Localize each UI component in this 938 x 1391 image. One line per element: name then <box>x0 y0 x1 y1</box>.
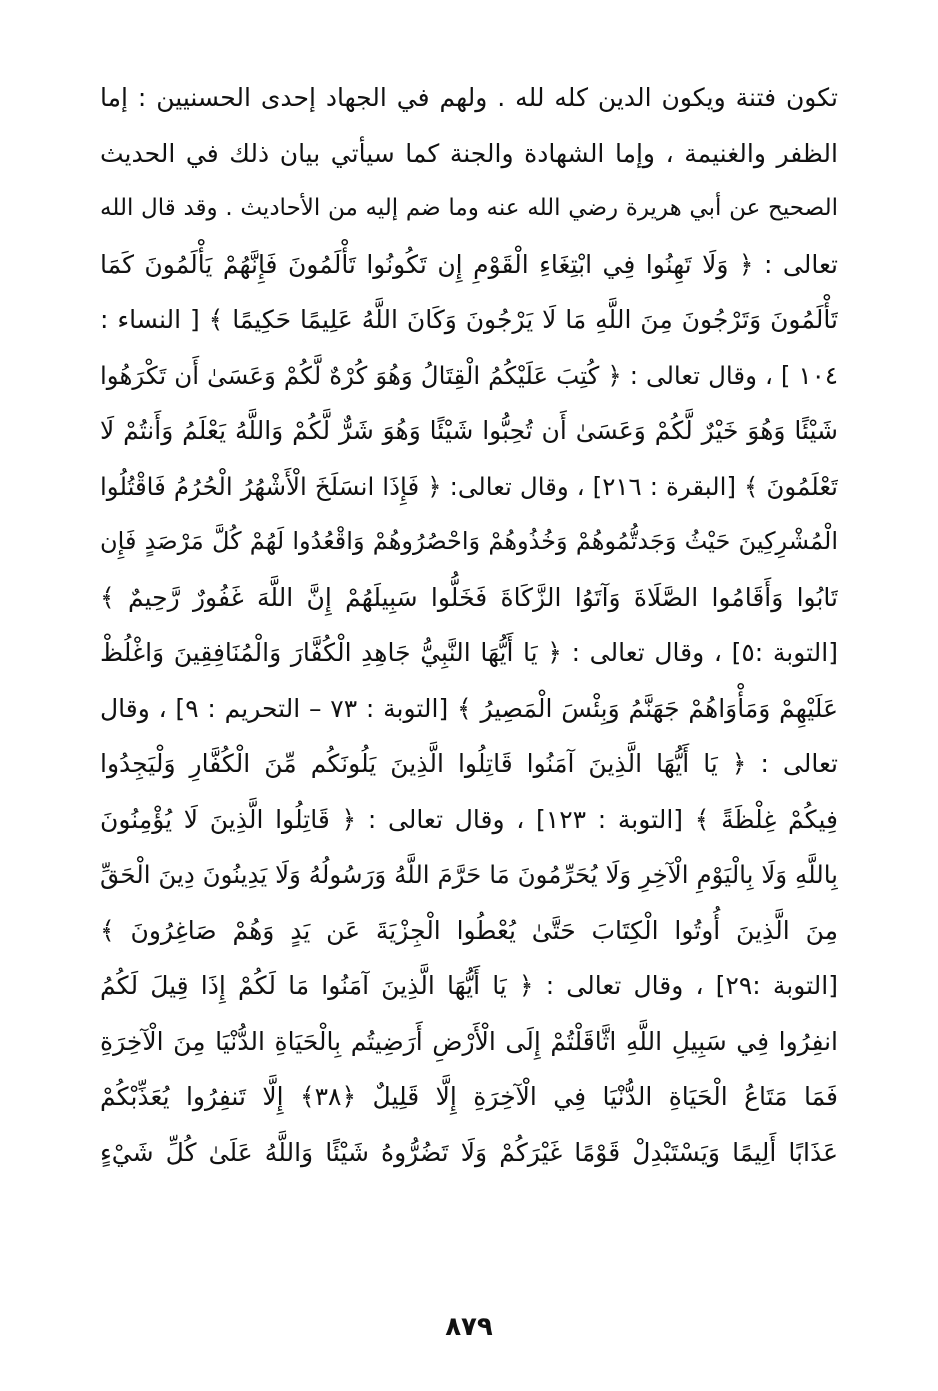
text-line: عَذَابًا أَلِيمًا وَيَسْتَبْدِلْ قَوْمًا غَيْرَكُمْ وَلَا تَضُرُّوهُ شَيْئًا وَاللَّهُ عَلَىٰ كُلِّ شَيْءٍ <box>100 1137 838 1167</box>
body-text <box>100 70 838 1180</box>
text-line: تَابُوا وَأَقَامُوا الصَّلَاةَ وَآتَوُا الزَّكَاةَ فَخَلُّوا سَبِيلَهُمْ إِنَّ اللَّهَ غَفُورٌ رَّحِيمٌ ﴾ <box>100 582 838 612</box>
text-line: فِيكُمْ غِلْظَةً ﴾ [التوبة : ١٢٣] ، وقال تعالى : ﴿ قَاتِلُوا الَّذِينَ لَا يُؤْمِنُونَ <box>100 804 838 834</box>
text-line: [التوبة :٥] ، وقال تعالى : ﴿ يَا أَيُّهَا النَّبِيُّ جَاهِدِ الْكُفَّارَ وَالْمُنَافِقِينَ وَاغْلُظْ <box>100 638 838 667</box>
text-line: عَلَيْهِمْ وَمَأْوَاهُمْ جَهَنَّمُ وَبِئْسَ الْمَصِيرُ ﴾ [التوبة : ٧٣ – التحريم : ٩] ، وقال <box>100 693 838 723</box>
text-line: تكون فتنة ويكون الدين كله لله . ولهم في الجهاد إحدى الحسنيين : إما <box>100 83 838 112</box>
text-line: تعالى : ﴿ يَا أَيُّهَا الَّذِينَ آمَنُوا قَاتِلُوا الَّذِينَ يَلُونَكُم مِّنَ الْكُفَّارِ وَلْيَجِدُوا <box>100 749 838 778</box>
text-line: تَعْلَمُونَ ﴾ [البقرة : ٢١٦] ، وقال تعالى: ﴿ فَإِذَا انسَلَخَ الْأَشْهُرُ الْحُرُمُ فَاقْتُلُوا <box>100 471 838 501</box>
text-line: فَمَا مَتَاعُ الْحَيَاةِ الدُّنْيَا فِي الْآخِرَةِ إِلَّا قَلِيلٌ ﴿٣٨﴾ إِلَّا تَنفِرُوا يُعَذِّبْكُمْ <box>100 1082 838 1111</box>
text-line: انفِرُوا فِي سَبِيلِ اللَّهِ اثَّاقَلْتُمْ إِلَى الْأَرْضِ أَرَضِيتُم بِالْحَيَاةِ الدُّنْيَا مِنَ الْآخِرَةِ <box>100 1026 838 1056</box>
page-number: ٨٧٩ <box>445 1312 493 1342</box>
text-line: بِاللَّهِ وَلَا بِالْيَوْمِ الْآخِرِ وَلَا يُحَرِّمُونَ مَا حَرَّمَ اللَّهُ وَرَسُولُهُ وَلَا يَدِينُونَ دِينَ الْحَقِّ <box>100 860 838 889</box>
text-line: شَيْئًا وَهُوَ خَيْرٌ لَّكُمْ وَعَسَىٰ أَن تُحِبُّوا شَيْئًا وَهُوَ شَرٌّ لَّكُمْ وَاللَّهُ يَعْلَمُ وَأَنتُمْ لَا <box>100 416 838 445</box>
text-line: الظفر والغنيمة ، وإما الشهادة والجنة كما سيأتي بيان ذلك في الحديث <box>100 138 838 168</box>
text-line: تعالى : ﴿ وَلَا تَهِنُوا فِي ابْتِغَاءِ الْقَوْمِ إِن تَكُونُوا تَأْلَمُونَ فَإِنَّهُمْ يَأْلَمُونَ كَمَا <box>100 249 838 279</box>
text-line: الصحيح عن أبي هريرة رضي الله عنه وما ضم إليه من الأحاديث . وقد قال الله <box>100 195 838 221</box>
text-line: ١٠٤ ] ، وقال تعالى : ﴿ كُتِبَ عَلَيْكُمُ الْقِتَالُ وَهُوَ كُرْهٌ لَّكُمْ وَعَسَىٰ أَن تَكْرَهُوا <box>100 360 838 390</box>
text-line: تَأْلَمُونَ وَتَرْجُونَ مِنَ اللَّهِ مَا لَا يَرْجُونَ وَكَانَ اللَّهُ عَلِيمًا حَكِيمًا ﴾ [ النساء : <box>100 305 838 334</box>
text-line: مِنَ الَّذِينَ أُوتُوا الْكِتَابَ حَتَّىٰ يُعْطُوا الْجِزْيَةَ عَن يَدٍ وَهُمْ صَاغِرُونَ ﴾ <box>100 915 838 945</box>
text-line: الْمُشْرِكِينَ حَيْثُ وَجَدتُّمُوهُمْ وَخُذُوهُمْ وَاحْصُرُوهُمْ وَاقْعُدُوا لَهُمْ كُلَّ مَرْصَدٍ فَإِن <box>100 527 838 555</box>
text-line: [التوبة :٢٩] ، وقال تعالى : ﴿ يَا أَيُّهَا الَّذِينَ آمَنُوا مَا لَكُمْ إِذَا قِيلَ لَكُمُ <box>100 971 838 1000</box>
